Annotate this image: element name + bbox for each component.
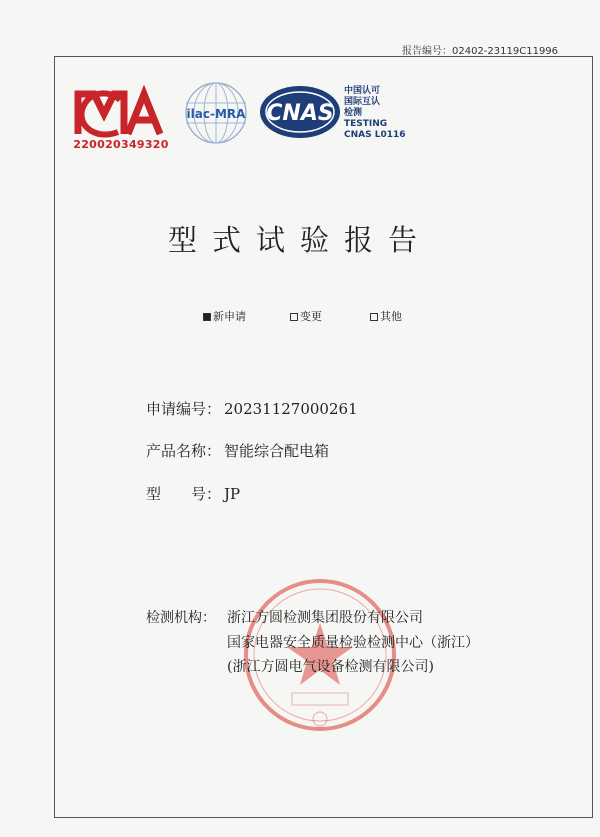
cnas-line: 中国认可	[344, 86, 381, 96]
option-label: 其他	[380, 310, 402, 323]
field-application-number	[146, 398, 358, 419]
organization-line: 国家电器安全质量检验检测中心（浙江）	[227, 635, 479, 651]
checkbox-checked[interactable]	[203, 313, 211, 321]
organization-line: 浙江方圆检测集团股份有限公司	[227, 610, 423, 626]
ilac-text: ilac-MRA	[186, 107, 246, 121]
field-model	[146, 483, 240, 504]
option-other[interactable]	[370, 308, 402, 324]
field-label: 型 号：	[146, 485, 222, 503]
option-new-application[interactable]	[203, 308, 246, 324]
official-seal	[240, 575, 400, 735]
option-label: 变更	[300, 310, 322, 323]
organization-label: 检测机构：	[146, 610, 216, 626]
field-value: 智能综合配电箱	[224, 442, 330, 460]
cnas-caption	[344, 86, 406, 141]
cnas-line: 国际互认	[344, 97, 381, 107]
organization-line: (浙江方圆电气设备检测有限公司)	[227, 659, 434, 675]
ilac-mra-logo	[176, 78, 256, 148]
checkbox-unchecked[interactable]	[370, 313, 378, 321]
cnas-logo	[258, 84, 342, 140]
cnas-line: 检测	[344, 108, 363, 118]
field-label: 产品名称：	[146, 442, 222, 460]
field-value: JP	[224, 485, 241, 503]
cnas-text: CNAS	[266, 101, 334, 126]
option-change[interactable]	[290, 308, 322, 324]
report-number: 报告编号：02402-23119C11996	[402, 46, 559, 57]
option-label: 新申请	[213, 310, 246, 323]
field-product-name	[146, 440, 329, 461]
field-label: 申请编号：	[146, 400, 222, 418]
cnas-line: CNAS L0116	[344, 130, 406, 140]
report-title: 型式试验报告	[167, 223, 432, 257]
cnas-line: TESTING	[344, 119, 388, 129]
cma-number: 220020349320	[73, 138, 169, 151]
field-value: 20231127000261	[224, 400, 358, 418]
checkbox-unchecked[interactable]	[290, 313, 298, 321]
